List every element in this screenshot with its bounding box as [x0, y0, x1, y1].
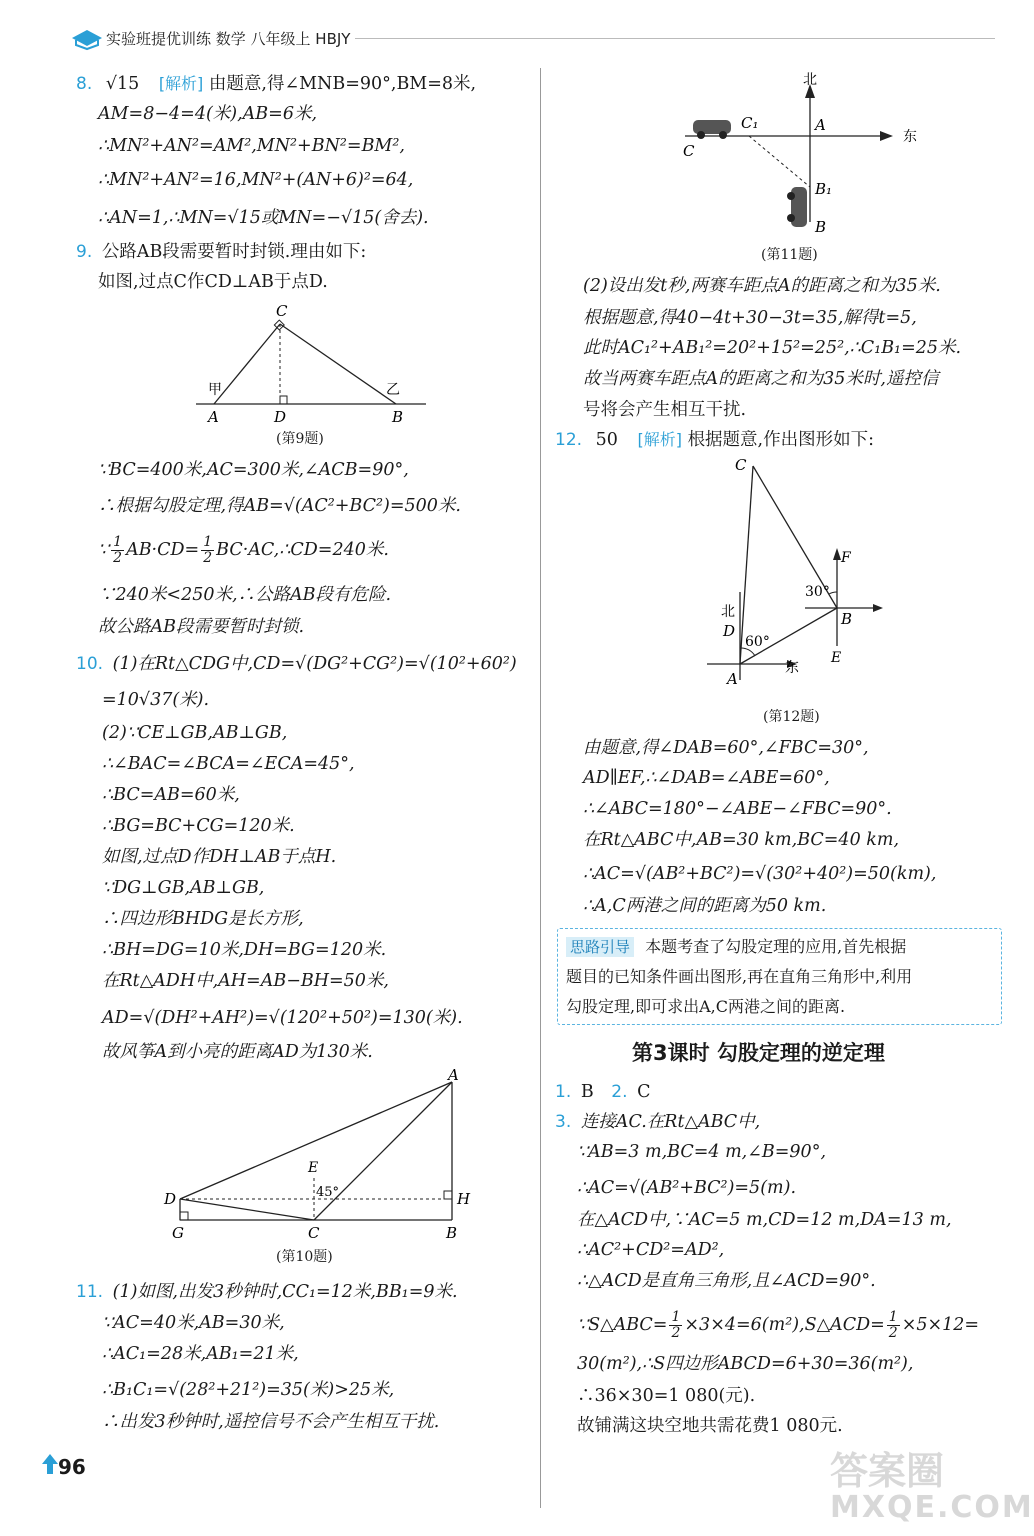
s3-line-9: ∴36×30=1 080(元). [577, 1386, 756, 1406]
figure-label: E [831, 650, 842, 666]
q10-line-6: ∴BG=BC+CG=120米. [102, 816, 295, 836]
q9-label-D: D [274, 408, 287, 426]
q8-line-2: AM=8−4=4(米),AB=6米, [98, 104, 318, 124]
q10-line-7: 如图,过点D作DH⊥AB于点H. [102, 847, 337, 867]
tip-line-3: 勾股定理,即可求出A,C两港之间的距离. [566, 997, 846, 1016]
figure-label: A [727, 670, 738, 688]
q10-line-3: (2)∵CE⊥GB,AB⊥GB, [102, 723, 288, 743]
figure-label: 东 [785, 660, 799, 676]
q11-line-2: ∵AC=40米,AB=30米, [102, 1313, 285, 1333]
page-arrow-icon [40, 1452, 60, 1476]
figure-label: B [446, 1224, 458, 1242]
column-divider [540, 68, 541, 1508]
q11-line-1: 11. (1)如图,出发3秒钟时,CC₁=12米,BB₁=9米. [76, 1282, 458, 1302]
s3-line-6: ∴△ACD是直角三角形,且∠ACD=90°. [577, 1271, 876, 1291]
q10-line-1: 10. (1)在Rt△CDG中,CD=√(DG²+CG²)=√(10²+60²) [76, 654, 517, 674]
q8-line-4: ∴MN²+AN²=16,MN²+(AN+6)²=64, [98, 170, 414, 190]
page-header [0, 0, 1011, 60]
q12-figure [695, 452, 895, 702]
q10-figure [162, 1066, 471, 1246]
q12-line-6: ∴AC=√(AB²+BC²)=√(30²+40²)=50(km), [583, 864, 937, 884]
q12-line-2: 由题意,得∠DAB=60°,∠FBC=30°, [583, 738, 869, 758]
q12-caption: (第12题) [763, 709, 820, 725]
q11-caption: (第11题) [761, 247, 818, 263]
figure-label: C₁ [741, 114, 759, 132]
figure-label: B₁ [815, 180, 833, 198]
watermark-url: MXQE.COM [830, 1490, 1034, 1525]
tip-line-2: 题目的已知条件画出图形,再在直角三角形中,利用 [566, 967, 913, 986]
figure-label: B [815, 218, 827, 236]
q9-line-5: ∵ $\frac{1}{2}$ AB·CD= $\frac{1}{2}$ BC·AC,∴CD=240米. [98, 534, 389, 566]
s3-line-3: ∴AC=√(AB²+BC²)=5(m). [577, 1178, 797, 1198]
figure-label: 30° [805, 584, 830, 600]
section-title: 第3课时 勾股定理的逆定理 [632, 1041, 885, 1065]
q9-line-7: 故公路AB段需要暂时封锁. [98, 617, 305, 637]
figure-label: C [735, 456, 747, 474]
q9-line-3: ∵BC=400米,AC=300米,∠ACB=90°, [98, 460, 409, 480]
tip-label: 思路引导 [566, 937, 634, 957]
s3-line-5: ∴AC²+CD²=AD², [577, 1240, 725, 1260]
q11-right-line-5: 号将会产生相互干扰. [583, 400, 747, 420]
book-logo-icon [70, 26, 104, 50]
q9-label-A: A [208, 408, 219, 426]
q10-line-2: =10√37(米). [102, 690, 210, 710]
q12-line-1: 12. 50 [解析] 根据题意,作出图形如下: [555, 430, 875, 450]
s3-line-4: 在△ACD中,∵AC=5 m,CD=12 m,DA=13 m, [577, 1210, 952, 1230]
q12-line-7: ∴A,C两港之间的距离为50 km. [583, 896, 827, 916]
q9-label-B: B [392, 408, 404, 426]
q10-line-13: 故风筝A到小亮的距离AD为130米. [102, 1042, 373, 1062]
s3-line-10: 故铺满这块空地共需花费1 080元. [577, 1416, 843, 1436]
q10-line-12: AD=√(DH²+AH²)=√(120²+50²)=130(米). [102, 1008, 463, 1028]
page-number: 96 [58, 1455, 86, 1479]
figure-label: E [308, 1160, 319, 1176]
figure-label: D [723, 622, 736, 640]
q11-right-line-2: 根据题意,得40−4t+30−3t=35,解得t=5, [583, 308, 917, 328]
figure-label: D [164, 1190, 177, 1208]
figure-label: 60° [745, 634, 770, 650]
q10-line-10: ∴BH=DG=10米,DH=BG=120米. [102, 940, 387, 960]
figure-label: 北 [803, 72, 817, 88]
q10-line-11: 在Rt△ADH中,AH=AB−BH=50米, [102, 971, 389, 991]
q10-line-8: ∵DG⊥GB,AB⊥GB, [102, 878, 265, 898]
q11-right-line-4: 故当两赛车距点A的距离之和为35米时,遥控信 [583, 369, 939, 389]
s-answers-1-2: 1. B 2. C [555, 1082, 651, 1102]
figure-label: 东 [903, 129, 917, 145]
thinking-guide-box [557, 928, 1002, 1025]
q9-line-1: 9. 公路AB段需要暂时封锁.理由如下: [76, 242, 367, 262]
q9-figure [196, 298, 436, 433]
q9-label-jia: 甲 [208, 382, 222, 398]
q9-label-yi: 乙 [386, 382, 400, 398]
figure-label: H [457, 1190, 471, 1208]
header-rule [355, 38, 995, 39]
q11-right-line-3: 此时AC₁²+AB₁²=20²+15²=25²,∴C₁B₁=25米. [583, 338, 962, 358]
figure-label: A [448, 1066, 459, 1084]
q9-line-2: 如图,过点C作CD⊥AB于点D. [98, 272, 328, 292]
figure-label: C [683, 142, 695, 160]
s3-line-1: 3. 连接AC.在Rt△ABC中, [555, 1112, 761, 1132]
figure-label: B [841, 610, 853, 628]
tip-line-1: 思路引导 本题考查了勾股定理的应用,首先根据 [566, 935, 906, 959]
q12-line-3: AD∥EF,∴∠DAB=∠ABE=60°, [583, 768, 830, 788]
q10-line-9: ∴四边形BHDG是长方形, [102, 909, 304, 929]
q9-label-C: C [276, 302, 288, 320]
q11-line-4: ∴B₁C₁=√(28²+21²)=35(米)>25米, [102, 1380, 395, 1400]
q8-line-3: ∴MN²+AN²=AM²,MN²+BN²=BM², [98, 136, 405, 156]
figure-label: C [308, 1224, 320, 1242]
q8-line-1: 8. √15 [解析] 由题意,得∠MNB=90°,BM=8米, [76, 74, 477, 94]
q11-line-3: ∴AC₁=28米,AB₁=21米, [102, 1344, 299, 1364]
figure-label: F [841, 550, 851, 566]
watermark-text: 答案圈 [830, 1449, 945, 1493]
s3-line-8: 30(m²),∴S四边形ABCD=6+30=36(m²), [577, 1354, 914, 1374]
q9-line-6: ∵240米<250米,∴公路AB段有危险. [98, 585, 392, 605]
figure-label: A [815, 116, 826, 134]
q11-figure [675, 72, 975, 242]
s3-line-2: ∵AB=3 m,BC=4 m,∠B=90°, [577, 1142, 827, 1162]
q11-line-5: ∴出发3秒钟时,遥控信号不会产生相互干扰. [102, 1412, 440, 1432]
q11-right-line-1: (2)设出发t秒,两赛车距点A的距离之和为35米. [583, 276, 941, 296]
figure-label: G [172, 1224, 184, 1242]
q10-line-5: ∴BC=AB=60米, [102, 785, 240, 805]
header-title: 实验班提优训练 数学 八年级上 HBJY [106, 30, 351, 48]
s3-line-7: ∵S△ABC= $\frac{1}{2}$ ×3×4=6(m²),S△ACD= $\frac{1}{2}$ ×5×12= [577, 1309, 980, 1341]
q9-caption: (第9题) [276, 431, 324, 447]
figure-label: 45° [316, 1185, 340, 1200]
figure-label: 北 [721, 604, 735, 620]
q12-line-4: ∴∠ABC=180°−∠ABE−∠FBC=90°. [583, 799, 892, 819]
q10-caption: (第10题) [276, 1249, 333, 1265]
q9-line-4: ∴根据勾股定理,得AB=√(AC²+BC²)=500米. [98, 496, 461, 516]
q12-line-5: 在Rt△ABC中,AB=30 km,BC=40 km, [583, 830, 900, 850]
q8-line-5: ∴AN=1,∴MN=√15或MN=−√15(舍去). [98, 208, 429, 228]
q10-line-4: ∴∠BAC=∠BCA=∠ECA=45°, [102, 754, 355, 774]
